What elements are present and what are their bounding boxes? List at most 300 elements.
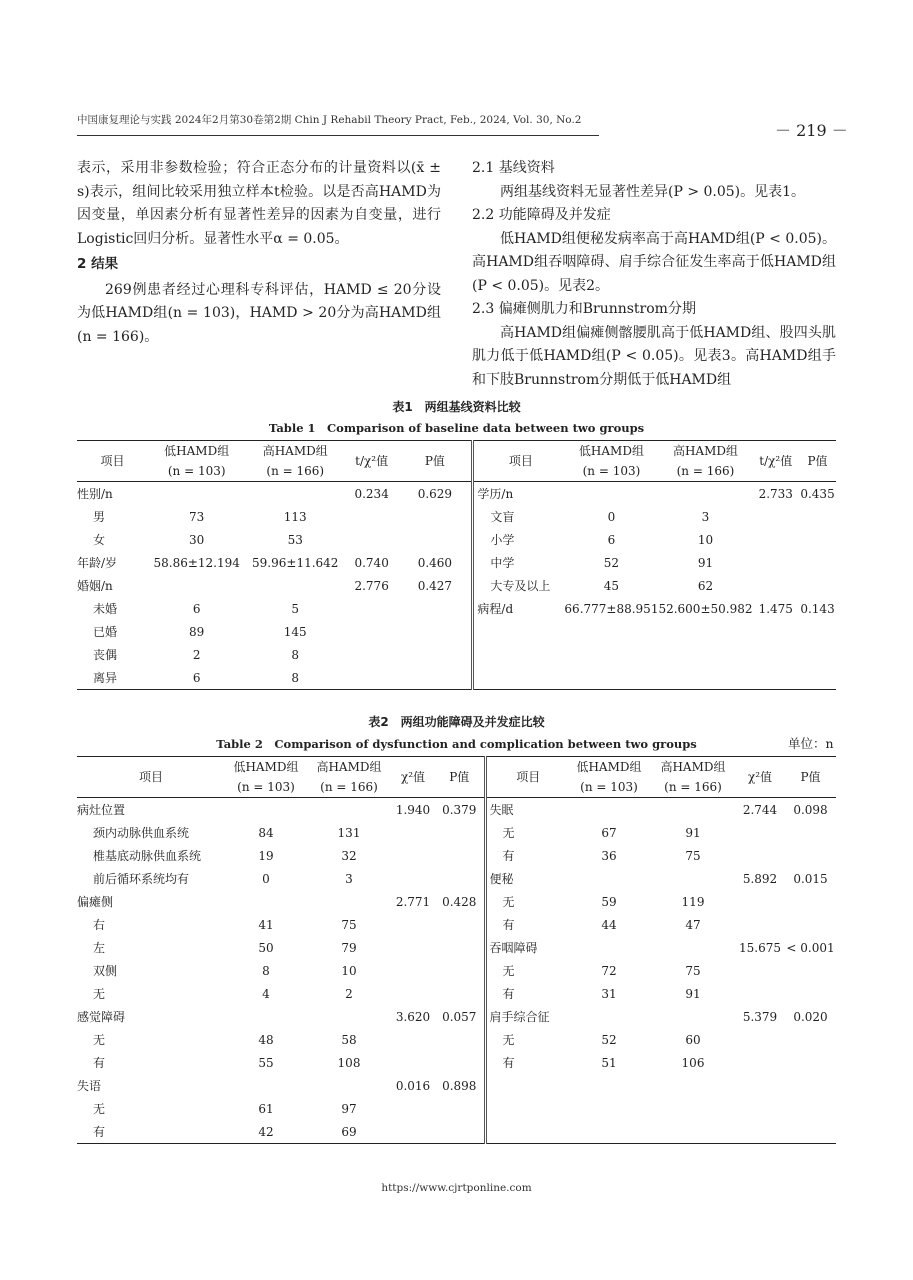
table-cell: 6 — [192, 670, 201, 685]
table-cell: 66.777±88.951 — [564, 601, 659, 616]
table-row — [77, 551, 836, 574]
col-header-high: 高HAMD组 (n = 166) — [316, 760, 382, 794]
table-cell — [735, 913, 785, 936]
table-cell — [391, 936, 435, 959]
table-cell: 51 — [601, 1055, 617, 1070]
table-cell: 0.428 — [442, 894, 477, 909]
table-cell: 45 — [603, 578, 620, 593]
row-label: 女 — [93, 533, 106, 547]
row-label: 男 — [93, 510, 106, 524]
table-row — [77, 1097, 836, 1120]
table-cell — [245, 574, 345, 597]
row-label: 颈内动脉供血系统 — [93, 826, 190, 840]
table-row — [77, 1005, 836, 1028]
table-cell: 79 — [341, 940, 357, 955]
row-label: 双侧 — [93, 964, 118, 978]
running-header: 中国康复理论与实践 2024年2月第30卷第2期 Chin J Rehabil Theory Pract, Feb., 2024, Vol. 30, No.2 — [77, 114, 582, 126]
table-cell — [435, 1120, 485, 1144]
methods-paragraph: 表示，采用非参数检验；符合正态分布的计量资料以(x̄ ± s)表示，组间比较采用独立样本t检验。以是否高HAMD为因变量，单因素分析有显著性差异的因素为自变量，进行Logistic回归分析。显著性水平α = 0.05。 — [77, 160, 441, 247]
row-label: 无 — [485, 890, 567, 913]
table-cell — [435, 1028, 485, 1051]
table-cell — [651, 1120, 735, 1144]
table-cell: 59.96±11.642 — [252, 555, 339, 570]
row-label: 大专及以上 — [473, 574, 565, 597]
table-cell — [345, 643, 398, 666]
section-2-2-text: 低HAMD组便秘发病率高于高HAMD组(P < 0.05)。高HAMD组吞咽障碍、肩手综合征发生率高于低HAMD组(P < 0.05)。见表2。 — [472, 230, 836, 294]
table-cell — [398, 666, 473, 690]
table-cell: 91 — [685, 986, 701, 1001]
table-cell: 50 — [258, 940, 274, 955]
table-cell: 52 — [601, 1032, 617, 1047]
row-label: 无 — [93, 1033, 106, 1047]
row-label: 失眠 — [485, 798, 567, 822]
row-label: 有 — [485, 844, 567, 867]
table-cell: 5 — [291, 601, 300, 616]
table-cell: 69 — [341, 1124, 357, 1139]
table-cell — [567, 1120, 651, 1144]
row-label — [485, 1120, 567, 1144]
table-cell: 75 — [341, 917, 357, 932]
table-cell — [785, 821, 836, 844]
row-label: 有 — [485, 982, 567, 1005]
table-cell — [651, 1074, 735, 1097]
row-label: 失语 — [77, 1079, 102, 1093]
row-label: 无 — [485, 821, 567, 844]
col-header-item: 项目 — [485, 757, 567, 798]
page-number: － 219 － — [775, 121, 848, 140]
col-header-low: 低HAMD组 (n = 103) — [233, 760, 299, 794]
row-label: 离异 — [93, 671, 118, 685]
table-cell: 131 — [337, 825, 361, 840]
table-cell: 73 — [189, 509, 205, 524]
table-cell — [785, 1120, 836, 1144]
table1-caption-en: Table 1 Comparison of baseline data between two groups — [268, 421, 645, 435]
table-cell — [307, 1074, 391, 1097]
table-cell: 52 — [603, 555, 620, 570]
row-label: 年龄/岁 — [77, 556, 118, 570]
table-cell: 8 — [291, 670, 300, 685]
table-cell — [567, 867, 651, 890]
row-label: 丧偶 — [93, 648, 118, 662]
row-label — [485, 1097, 567, 1120]
table-row — [77, 597, 836, 620]
table-cell — [785, 1097, 836, 1120]
row-label: 椎基底动脉供血系统 — [93, 849, 202, 863]
table-cell — [391, 1028, 435, 1051]
table-row — [77, 936, 836, 959]
table-cell — [735, 1097, 785, 1120]
row-label: 无 — [93, 1102, 106, 1116]
table-row — [77, 643, 836, 666]
row-label: 右 — [93, 918, 106, 932]
col-header-high: 高HAMD组 (n = 166) — [660, 760, 726, 794]
table-cell: 31 — [601, 986, 617, 1001]
table-cell — [567, 1074, 651, 1097]
table-cell: 89 — [189, 624, 205, 639]
table-cell — [785, 890, 836, 913]
row-label: 性别/n — [77, 487, 113, 501]
col-header-stat: t/χ²值 — [759, 454, 793, 468]
table-row — [77, 1028, 836, 1051]
table-cell — [225, 890, 307, 913]
table-cell — [225, 798, 307, 822]
table1-header — [77, 441, 836, 482]
table-cell — [785, 1028, 836, 1051]
table-cell — [752, 643, 799, 666]
table-cell: 8 — [262, 963, 270, 978]
table-cell: 84 — [258, 825, 274, 840]
table-cell: 55 — [258, 1055, 274, 1070]
table-row — [77, 913, 836, 936]
table-cell — [785, 982, 836, 1005]
col-header-item: 项目 — [100, 454, 125, 468]
table-cell — [735, 1051, 785, 1074]
table-cell: 8 — [291, 647, 300, 662]
table-cell: 32 — [341, 848, 357, 863]
row-label: 学历/n — [473, 482, 565, 506]
row-label: 无 — [485, 959, 567, 982]
col-header-stat: t/χ²值 — [355, 454, 389, 468]
col-header-low: 低HAMD组 (n = 103) — [164, 444, 230, 478]
table-cell — [658, 643, 752, 666]
table-cell — [651, 936, 735, 959]
table-cell — [307, 890, 391, 913]
table-cell — [735, 1028, 785, 1051]
table-cell — [307, 1005, 391, 1028]
table-cell — [651, 798, 735, 822]
table-cell — [799, 620, 836, 643]
table-cell: 60 — [685, 1032, 701, 1047]
table-row — [77, 666, 836, 690]
header-rule — [77, 135, 599, 136]
row-label: 病程/d — [473, 597, 565, 620]
table-cell — [435, 936, 485, 959]
table-row — [77, 620, 836, 643]
table-cell: 0.020 — [793, 1009, 828, 1024]
table-cell: 30 — [189, 532, 205, 547]
table-cell — [435, 844, 485, 867]
table-cell: 1.940 — [395, 802, 431, 817]
table-cell — [435, 913, 485, 936]
col-header-high: 高HAMD组 (n = 166) — [262, 444, 328, 478]
col-header-low: 低HAMD组 (n = 103) — [576, 760, 642, 794]
table-row — [77, 505, 836, 528]
table-cell — [435, 982, 485, 1005]
table-cell: 119 — [681, 894, 705, 909]
table-cell — [398, 505, 473, 528]
table-row — [77, 574, 836, 597]
table2-unit: 单位：n — [788, 736, 834, 751]
table1 — [77, 440, 836, 690]
footer-url: https://www.cjrtponline.com — [381, 1182, 532, 1194]
table-cell: 75 — [685, 963, 701, 978]
table-cell — [752, 505, 799, 528]
row-label: 感觉障碍 — [77, 1010, 126, 1024]
table-cell: 5.379 — [742, 1009, 778, 1024]
table-cell: 6 — [607, 532, 616, 547]
table-cell — [391, 913, 435, 936]
row-label: 吞咽障碍 — [485, 936, 567, 959]
table2 — [77, 756, 836, 1144]
table-cell: 72 — [601, 963, 617, 978]
table-cell — [345, 620, 398, 643]
table-row — [77, 1120, 836, 1144]
results-heading: 2 结果 — [77, 256, 119, 272]
table-cell: 0.057 — [442, 1009, 477, 1024]
table-cell: 91 — [697, 555, 714, 570]
table-cell: 0.740 — [354, 555, 389, 570]
table-cell: 113 — [283, 509, 307, 524]
table-cell: 0.379 — [442, 802, 477, 817]
row-label: 有 — [485, 913, 567, 936]
table-cell — [345, 505, 398, 528]
table-cell — [435, 1051, 485, 1074]
table-row — [77, 867, 836, 890]
table-cell: 42 — [258, 1124, 274, 1139]
table-cell: 36 — [601, 848, 617, 863]
table-cell: 0.435 — [800, 486, 835, 501]
row-label: 肩手综合征 — [485, 1005, 567, 1028]
col-header-low: 低HAMD组 (n = 103) — [578, 444, 644, 478]
table-cell — [735, 959, 785, 982]
table-cell — [225, 1005, 307, 1028]
row-label — [485, 1074, 567, 1097]
row-label: 无 — [93, 987, 106, 1001]
table-cell — [564, 620, 658, 643]
table-cell — [567, 798, 651, 822]
table-cell — [735, 821, 785, 844]
table-cell — [735, 844, 785, 867]
table-cell: 0.098 — [793, 802, 828, 817]
table-row — [77, 1051, 836, 1074]
table-row — [77, 798, 836, 822]
table-cell: 1.475 — [758, 601, 793, 616]
table-cell: 2.733 — [758, 486, 793, 501]
right-column — [472, 157, 836, 392]
table-cell: 53 — [287, 532, 303, 547]
table-cell: 19 — [258, 848, 274, 863]
table-cell — [564, 666, 658, 690]
row-label — [473, 643, 565, 666]
row-label: 偏瘫侧 — [77, 895, 114, 909]
row-label: 有 — [93, 1056, 106, 1070]
table-cell: 59 — [601, 894, 617, 909]
table-cell — [148, 482, 246, 506]
table-cell — [307, 798, 391, 822]
section-2-3-heading: 2.3 偏瘫侧肌力和Brunnstrom分期 — [472, 301, 696, 317]
table-cell: 41 — [258, 917, 274, 932]
table-cell — [735, 982, 785, 1005]
table-cell — [435, 959, 485, 982]
col-header-stat: χ²值 — [747, 770, 773, 784]
table-row — [77, 844, 836, 867]
row-label: 病灶位置 — [77, 803, 126, 817]
col-header-p: P值 — [807, 454, 828, 468]
table-cell — [785, 1051, 836, 1074]
table-cell: 47 — [685, 917, 701, 932]
row-label: 无 — [485, 1028, 567, 1051]
table-cell — [398, 597, 473, 620]
table-cell — [651, 1005, 735, 1028]
table-cell: 10 — [697, 532, 714, 547]
table-cell — [799, 643, 836, 666]
table-cell — [345, 528, 398, 551]
table-cell — [391, 867, 435, 890]
table-cell: 48 — [258, 1032, 274, 1047]
table-cell: 91 — [685, 825, 701, 840]
table-cell — [148, 574, 246, 597]
table-cell: 0.460 — [417, 555, 453, 570]
table-cell: 44 — [601, 917, 617, 932]
table-cell — [345, 597, 398, 620]
table-cell — [435, 867, 485, 890]
table-row — [77, 482, 836, 506]
row-label: 左 — [93, 941, 106, 955]
table-cell — [567, 1005, 651, 1028]
table-cell — [435, 821, 485, 844]
table-cell: 5.892 — [742, 871, 778, 886]
table-cell — [752, 620, 799, 643]
table-cell — [799, 666, 836, 690]
table-cell — [651, 1097, 735, 1120]
table-cell: 97 — [341, 1101, 357, 1116]
table-cell: 3 — [701, 509, 710, 524]
table-cell — [245, 482, 345, 506]
table-cell: 2 — [345, 986, 353, 1001]
row-label: 已婚 — [93, 625, 118, 639]
table-row — [77, 890, 836, 913]
table-cell — [567, 1097, 651, 1120]
row-label: 便秘 — [485, 867, 567, 890]
table-cell: 61 — [258, 1101, 274, 1116]
row-label: 文盲 — [473, 505, 565, 528]
row-label: 有 — [93, 1125, 106, 1139]
table-cell — [799, 574, 836, 597]
table-cell — [391, 959, 435, 982]
table-row — [77, 959, 836, 982]
table-cell: 67 — [601, 825, 617, 840]
table-cell: 4 — [262, 986, 270, 1001]
table-cell — [225, 1074, 307, 1097]
col-header-p: P值 — [800, 770, 821, 784]
col-header-item: 项目 — [473, 441, 565, 482]
row-label: 未婚 — [93, 602, 118, 616]
table-cell — [799, 505, 836, 528]
table-row — [77, 1074, 836, 1097]
table-row — [77, 528, 836, 551]
table-cell: 0.016 — [395, 1078, 431, 1093]
table-cell — [752, 574, 799, 597]
col-header-item: 项目 — [138, 770, 163, 784]
table-cell: 52.600±50.982 — [658, 601, 753, 616]
table-cell: 3 — [345, 871, 353, 886]
table-cell: 62 — [697, 578, 714, 593]
table-cell — [785, 844, 836, 867]
table-cell — [435, 1097, 485, 1120]
row-label: 中学 — [473, 551, 565, 574]
left-column — [77, 157, 441, 349]
col-header-p: P值 — [424, 454, 445, 468]
row-label — [473, 620, 565, 643]
table-cell: 106 — [681, 1055, 705, 1070]
table-cell: 0.427 — [417, 578, 453, 593]
table-cell — [735, 890, 785, 913]
table2-caption-en: Table 2 Comparison of dysfunction and complication between two groups — [216, 737, 697, 751]
table-cell: 0.015 — [793, 871, 828, 886]
table1-caption-cn: 表1 两组基线资料比较 — [392, 400, 521, 414]
table-cell — [752, 528, 799, 551]
col-header-high: 高HAMD组 (n = 166) — [672, 444, 738, 478]
table-cell — [391, 1051, 435, 1074]
table-cell — [752, 666, 799, 690]
table-cell: 58.86±12.194 — [153, 555, 240, 570]
table-cell — [398, 643, 473, 666]
table-cell — [391, 844, 435, 867]
table-cell — [799, 551, 836, 574]
table-cell: 0 — [607, 509, 616, 524]
table-cell: 58 — [341, 1032, 357, 1047]
section-2-1-heading: 2.1 基线资料 — [472, 160, 555, 176]
table-cell: 0.234 — [354, 486, 389, 501]
table-cell: 2 — [192, 647, 201, 662]
row-label: 婚姻/n — [77, 579, 113, 593]
table-cell — [752, 551, 799, 574]
table-cell — [567, 936, 651, 959]
table-cell — [398, 620, 473, 643]
table-cell: 145 — [283, 624, 307, 639]
table-cell — [735, 1120, 785, 1144]
table-row — [77, 821, 836, 844]
section-2-1-text: 两组基线资料无显著性差异(P > 0.05)。见表1。 — [500, 183, 806, 200]
table-cell: 108 — [337, 1055, 361, 1070]
table-cell — [658, 620, 752, 643]
table-cell — [391, 821, 435, 844]
row-label: 有 — [485, 1051, 567, 1074]
table-cell: 10 — [341, 963, 357, 978]
table-row — [77, 982, 836, 1005]
table-cell — [658, 666, 752, 690]
table-cell — [785, 913, 836, 936]
table-cell: 0 — [262, 871, 270, 886]
table-cell — [735, 1074, 785, 1097]
section-2-3-text: 高HAMD组偏瘫侧髂腰肌高于低HAMD组、股四头肌肌力低于低HAMD组(P < 0.05)。见表3。高HAMD组手和下肢Brunnstrom分期低于低HAMD组 — [472, 324, 836, 388]
table2-caption-cn: 表2 两组功能障碍及并发症比较 — [368, 715, 545, 729]
table-cell — [799, 528, 836, 551]
results-paragraph: 269例患者经过心理科专科评估，HAMD ≤ 20分设为低HAMD组(n = 103)，HAMD > 20分为高HAMD组(n = 166)。 — [77, 281, 441, 345]
row-label: 小学 — [473, 528, 565, 551]
table-cell — [564, 482, 658, 506]
table-cell — [391, 982, 435, 1005]
table2-header — [77, 757, 836, 798]
table-cell: 2.776 — [354, 578, 389, 593]
table-cell — [651, 867, 735, 890]
table-cell: 3.620 — [395, 1009, 431, 1024]
table-cell — [398, 528, 473, 551]
table-cell: 0.629 — [417, 486, 453, 501]
table-cell: < 0.001 — [786, 940, 835, 955]
row-label — [473, 666, 565, 690]
table-cell — [658, 482, 752, 506]
col-header-p: P值 — [449, 770, 470, 784]
table-cell: 6 — [192, 601, 201, 616]
col-header-stat: χ²值 — [400, 770, 426, 784]
table-cell — [391, 1097, 435, 1120]
table-cell: 0.898 — [442, 1078, 477, 1093]
table-cell: 75 — [685, 848, 701, 863]
table-cell — [391, 1120, 435, 1144]
row-label: 前后循环系统均有 — [93, 872, 190, 886]
table-cell — [345, 666, 398, 690]
